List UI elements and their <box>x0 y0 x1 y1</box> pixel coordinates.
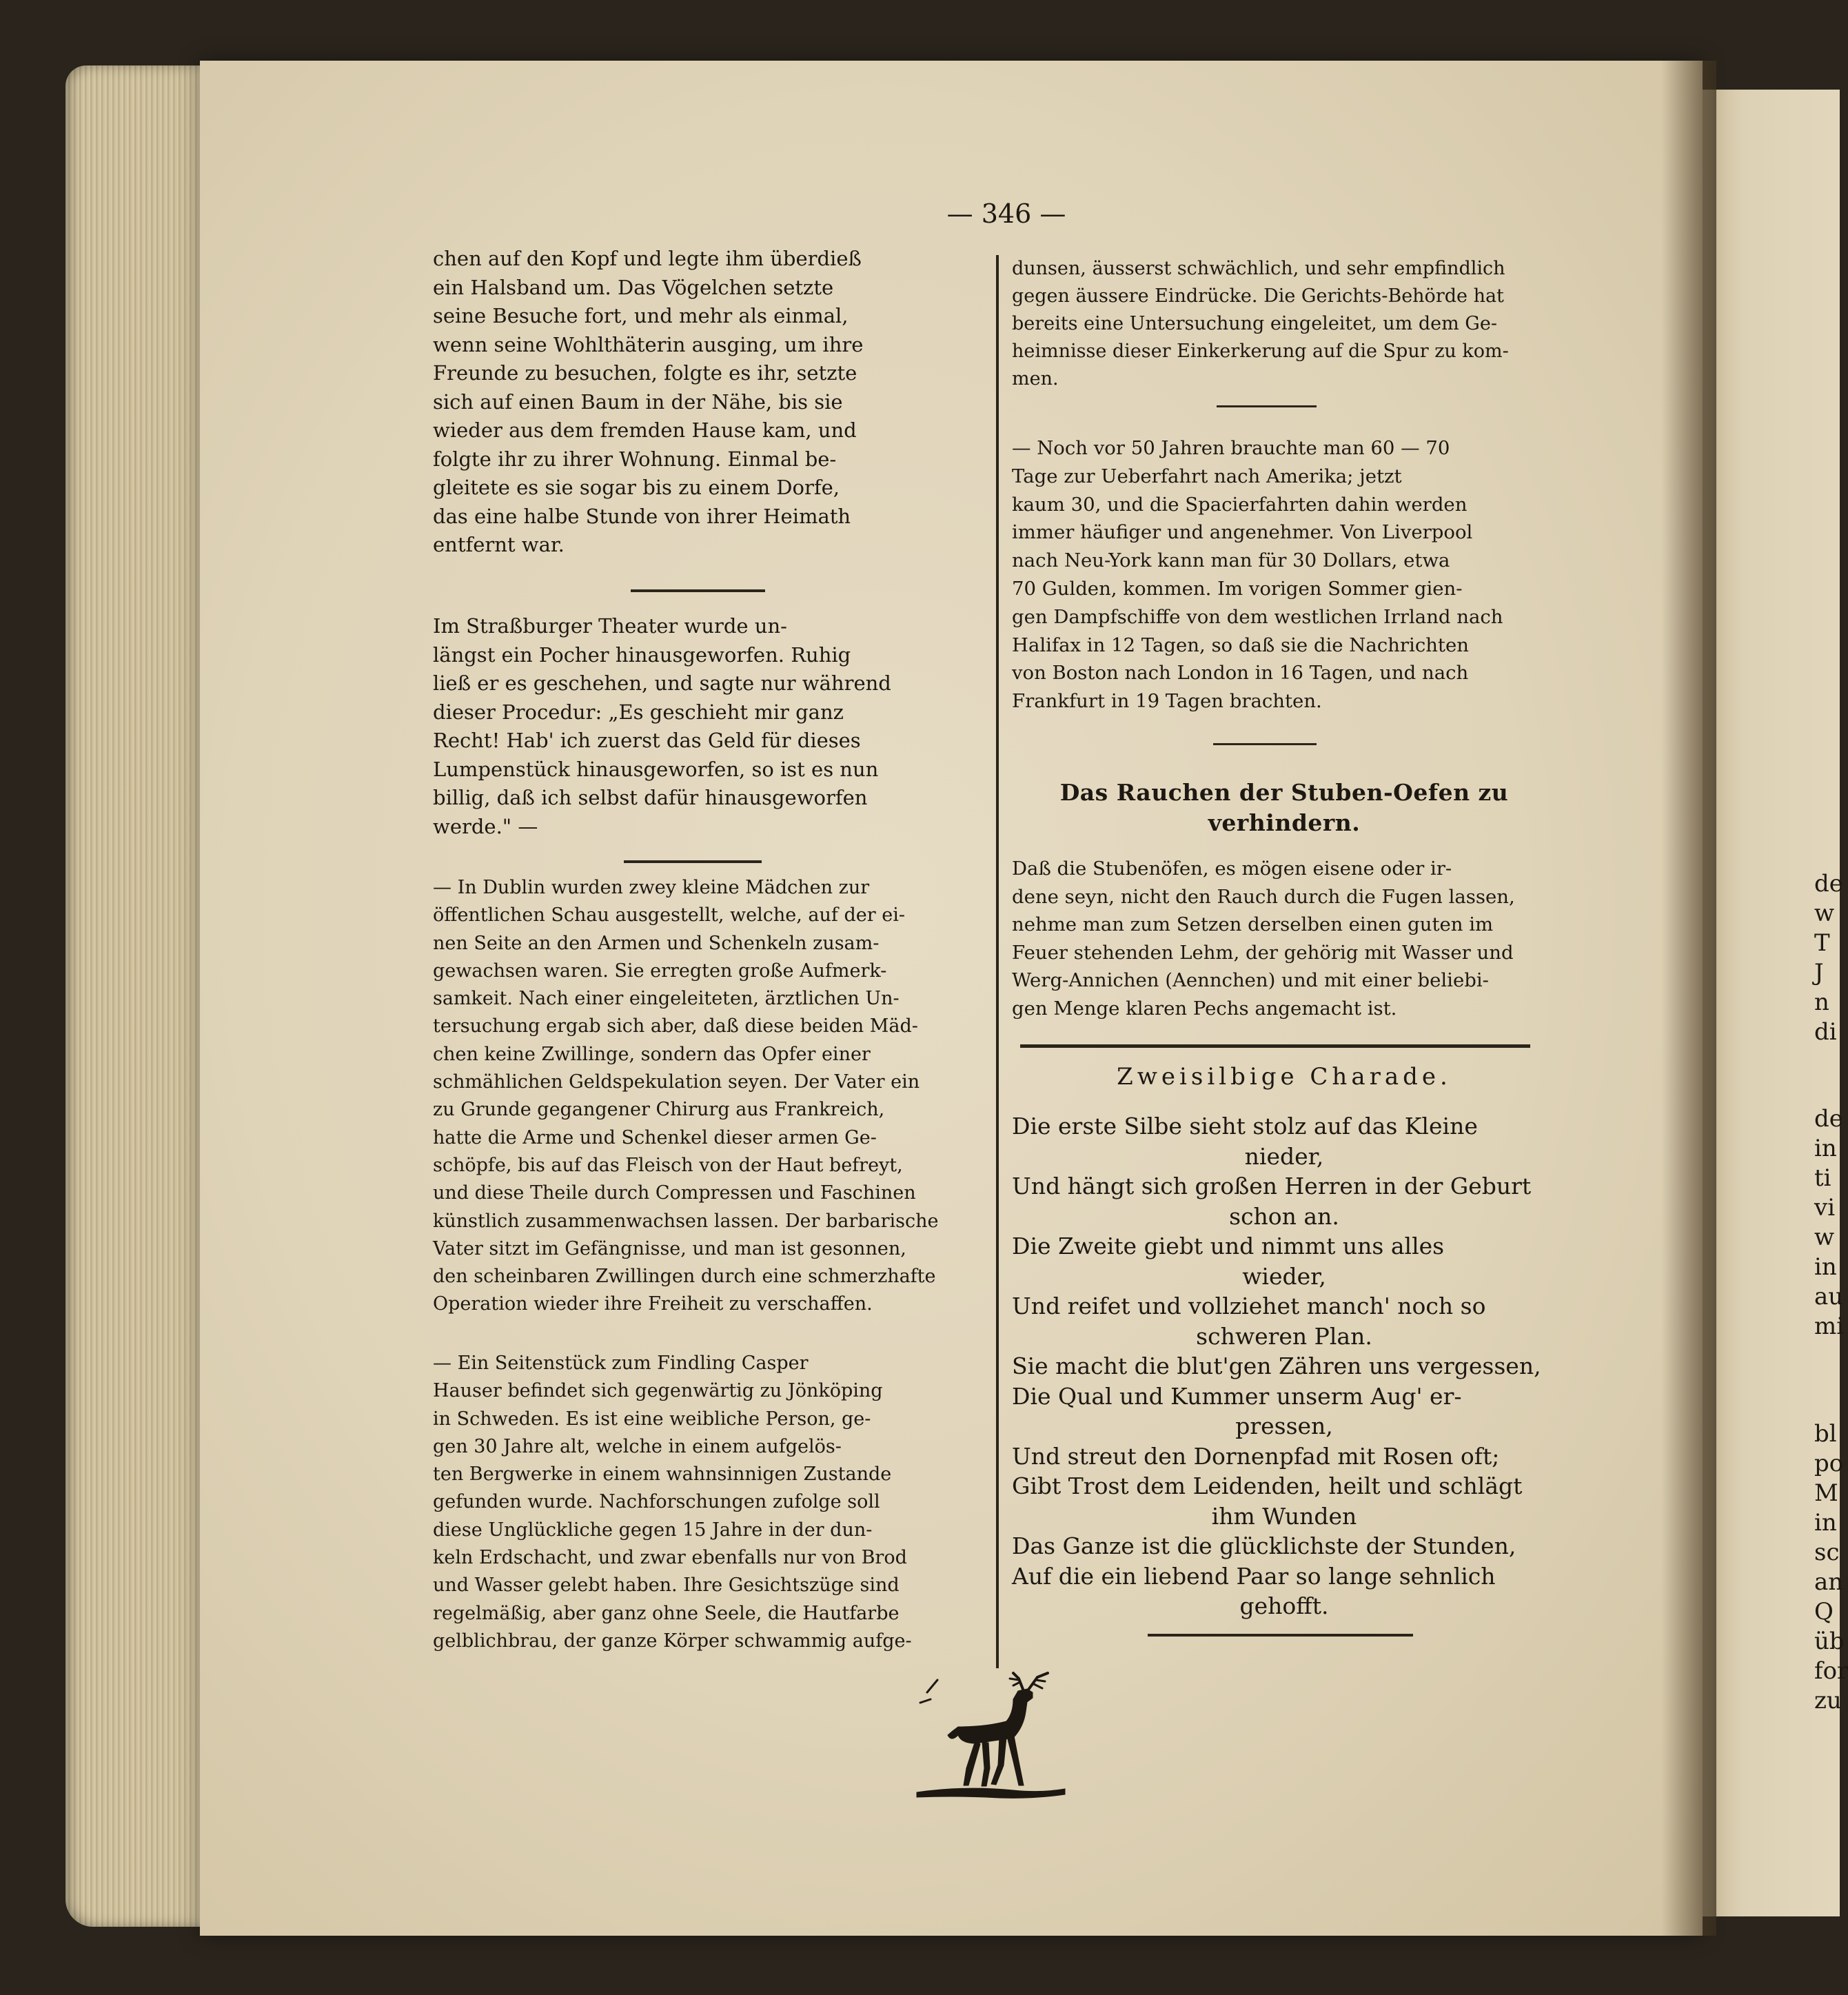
text-line: men. <box>1012 368 1059 389</box>
text-line: keln Erdschacht, und zwar ebenfalls nur von Brod <box>433 1547 907 1569</box>
next-page-text-fragment: for <box>1814 1657 1848 1685</box>
poem-verse-line: Das Ganze ist die glücklichste der Stunden, <box>1012 1532 1516 1559</box>
poem-verse-line: Gibt Trost dem Leidenden, heilt und schlägt <box>1012 1472 1523 1499</box>
poem-verse-continuation: schon an. <box>1229 1202 1339 1230</box>
next-page-text-fragment: T <box>1814 929 1830 957</box>
next-page-text-fragment: sc <box>1814 1539 1840 1566</box>
poem-verse-continuation: wieder, <box>1242 1262 1326 1290</box>
text-line: werde." — <box>433 814 538 838</box>
paragraph-continuation <box>1012 255 1556 393</box>
text-line: nehme man zum Setzen derselben einen guten im <box>1012 913 1494 935</box>
text-line: gen Dampfschiffe von dem westlichen Irrland nach <box>1012 605 1503 628</box>
next-page-text-fragment: ti <box>1814 1164 1831 1192</box>
next-page-text-fragment: vi <box>1814 1194 1836 1222</box>
text-line: — Noch vor 50 Jahren brauchte man 60 — 70 <box>1012 437 1450 459</box>
next-page-text-fragment: de <box>1814 1105 1843 1133</box>
paragraph-amerika <box>1012 434 1556 716</box>
text-line: gelblichbrau, der ganze Körper schwammig aufge- <box>433 1630 912 1652</box>
next-page-text-fragment: au <box>1814 1283 1844 1310</box>
poem-verse-line: Auf die ein liebend Paar so lange sehnlich <box>1012 1562 1496 1590</box>
text-line: gegen äussere Eindrücke. Die Gerichts-Behörde hat <box>1012 285 1504 307</box>
text-line: gen 30 Jahre alt, welche in einem aufgelös- <box>433 1435 842 1457</box>
charade-title: Zweisilbige Charade. <box>1117 1063 1452 1091</box>
text-line: diese Unglückliche gegen 15 Jahre in der dun- <box>433 1519 873 1541</box>
next-page-text-fragment: zu <box>1814 1687 1842 1714</box>
text-line: Halifax in 12 Tagen, so daß sie die Nachrichten <box>1012 634 1469 656</box>
text-line: Werg-Annichen (Aennchen) und mit einer beliebi- <box>1012 969 1489 991</box>
text-line: den scheinbaren Zwillingen durch eine schmerzhafte <box>433 1266 936 1288</box>
text-line: schmählichen Geldspekulation seyen. Der Vater ein <box>433 1071 920 1093</box>
poem-verse-line: Und streut den Dornenpfad mit Rosen oft; <box>1012 1442 1500 1470</box>
text-line: folgte ihr zu ihrer Wohnung. Einmal be- <box>433 447 837 471</box>
page-number: — 346 — <box>946 199 1066 229</box>
column-divider <box>996 255 999 1668</box>
right-column-amerika <box>1012 434 1556 716</box>
poem-verse-line: Die Zweite giebt und nimmt uns alles <box>1012 1233 1445 1259</box>
text-line: ten Bergwerke in einem wahnsinnigen Zustande <box>433 1464 892 1486</box>
text-line: Hauser befindet sich gegenwärtig zu Jönköping <box>433 1380 883 1402</box>
separator-line <box>1217 405 1317 407</box>
text-line: Frankfurt in 19 Tagen brachten. <box>1012 690 1322 713</box>
poem-verse-continuation: nieder, <box>1244 1142 1324 1170</box>
text-line: samkeit. Nach einer eingeleiteten, ärztlichen Un- <box>433 988 900 1010</box>
text-line: dunsen, äusserst schwächlich, und sehr empfindlich <box>1012 258 1505 279</box>
next-page-text-fragment: in <box>1814 1509 1837 1537</box>
heading-charade <box>1012 1062 1556 1092</box>
text-line: sich auf einen Baum in der Nähe, bis sie <box>433 389 843 414</box>
charade-poem <box>1012 1111 1556 1621</box>
text-line: längst ein Pocher hinausgeworfen. Ruhig <box>433 642 851 667</box>
paragraph-bird-story <box>433 245 973 560</box>
text-line: Recht! Hab' ich zuerst das Geld für dieses <box>433 729 861 752</box>
paragraph-strassburg-theater <box>433 612 973 841</box>
text-line: Freunde zu besuchen, folgte es ihr, setzte <box>433 361 857 385</box>
separator-line <box>1148 1634 1413 1637</box>
left-column <box>433 245 973 560</box>
paragraph-dublin <box>433 874 973 1319</box>
text-line: nen Seite an den Armen und Schenkeln zusam- <box>433 932 880 954</box>
next-page-text-fragment: w <box>1814 1224 1835 1251</box>
next-page-text-fragment: mi <box>1814 1313 1845 1340</box>
text-line: tersuchung ergab sich aber, daß diese beiden Mäd- <box>433 1015 918 1037</box>
text-line: und Wasser gelebt haben. Ihre Gesichtszüge sind <box>433 1574 900 1597</box>
text-line: dieser Procedur: „Es geschieht mir ganz <box>433 700 844 724</box>
next-page-text-fragment: de <box>1814 870 1843 898</box>
text-line: seine Besuche fort, und mehr als einmal, <box>433 304 849 327</box>
left-column-dublin <box>433 874 973 1319</box>
text-line: bereits eine Untersuchung eingeleitet, um dem Ge- <box>1012 313 1497 334</box>
text-line: öffentlichen Schau ausgestellt, welche, auf der ei- <box>433 904 905 926</box>
text-line: gewachsen waren. Sie erregten große Aufmerk- <box>433 960 887 982</box>
text-line: ein Halsband um. Das Vögelchen setzte <box>433 275 834 299</box>
text-line: zu Grunde gegangener Chirurg aus Frankreich, <box>433 1099 885 1121</box>
text-line: und diese Theile durch Compressen und Faschinen <box>433 1182 916 1204</box>
text-line: kaum 30, und die Spacierfahrten dahin werden <box>1012 493 1468 516</box>
poem-verse-continuation: ihm Wunden <box>1211 1502 1357 1530</box>
poem-verse-line: Die Qual und Kummer unserm Aug' er- <box>1012 1382 1462 1410</box>
next-page-text-fragment: M <box>1814 1479 1838 1507</box>
text-line: chen auf den Kopf und legte ihm überdieß <box>433 247 862 270</box>
poem-verse-line: Sie macht die blut'gen Zähren uns vergessen, <box>1012 1353 1541 1379</box>
separator-line <box>1213 743 1317 745</box>
next-page-text-fragment: n <box>1814 989 1829 1016</box>
text-line: — In Dublin wurden zwey kleine Mädchen zur <box>433 877 870 898</box>
book-gutter-shadow <box>1661 61 1716 1936</box>
right-column-stubenoefen <box>1012 855 1556 1022</box>
text-line: immer häufiger und angenehmer. Von Liverpool <box>1012 521 1473 544</box>
text-line: gen Menge klaren Pechs angemacht ist. <box>1012 997 1397 1020</box>
text-line: künstlich zusammenwachsen lassen. Der barbarische <box>433 1210 939 1232</box>
text-line: gefunden wurde. Nachforschungen zufolge soll <box>433 1491 880 1513</box>
next-page-text-fragment: po <box>1814 1450 1844 1477</box>
separator-line-double <box>624 860 762 863</box>
text-line: das eine halbe Stunde von ihrer Heimath <box>433 504 851 528</box>
text-line: regelmäßig, aber ganz ohne Seele, die Hautfarbe <box>433 1602 900 1624</box>
poem-verse-line: Die erste Silbe sieht stolz auf das Kleine <box>1012 1113 1478 1140</box>
left-column-casper <box>433 1350 973 1655</box>
heading-line: verhindern. <box>1208 809 1361 836</box>
next-page-text-fragment: an <box>1814 1568 1844 1596</box>
text-line: in Schweden. Es ist eine weibliche Person, ge- <box>433 1408 871 1430</box>
text-line: Daß die Stubenöfen, es mögen eisene oder ir- <box>1012 858 1452 880</box>
text-line: Im Straßburger Theater wurde un- <box>433 614 787 638</box>
text-line: Vater sitzt im Gefängnisse, und man ist gesonnen, <box>433 1237 906 1259</box>
next-page-text-fragment: üb <box>1814 1628 1845 1655</box>
poem-verse-continuation: pressen, <box>1235 1412 1333 1439</box>
left-column-theater <box>433 612 973 841</box>
separator-line-long <box>1020 1044 1530 1048</box>
text-line: nach Neu-York kann man für 30 Dollars, etwa <box>1012 549 1450 572</box>
text-line: Lumpenstück hinausgeworfen, so ist es nun <box>433 757 879 781</box>
paragraph-stubenoefen <box>1012 855 1556 1022</box>
text-line: heimnisse dieser Einkerkerung auf die Spur zu kom- <box>1012 341 1509 362</box>
text-line: von Boston nach London in 16 Tagen, und nach <box>1012 662 1469 685</box>
text-line: Tage zur Ueberfahrt nach Amerika; jetzt <box>1012 465 1402 487</box>
next-page-text-fragment: di <box>1814 1018 1837 1046</box>
text-line: wenn seine Wohlthäterin ausging, um ihre <box>433 332 864 356</box>
text-line: Feuer stehenden Lehm, der gehörig mit Wasser und <box>1012 941 1514 964</box>
poem-verse-line: Und reifet und vollziehet manch' noch so <box>1012 1293 1486 1319</box>
text-line: dene seyn, nicht den Rauch durch die Fugen lassen, <box>1012 885 1515 908</box>
next-page-text-fragment: in <box>1814 1135 1837 1162</box>
text-line: gleitete es sie sogar bis zu einem Dorfe, <box>433 476 840 499</box>
next-page-text-fragment: in <box>1814 1253 1837 1281</box>
next-page-text-fragment: bl <box>1814 1420 1837 1448</box>
text-line: chen keine Zwillinge, sondern das Opfer einer <box>433 1043 871 1065</box>
poem-verse-line: Und hängt sich großen Herren in der Geburt <box>1012 1173 1532 1199</box>
text-line: hatte die Arme und Schenkel dieser armen Ge- <box>433 1126 877 1148</box>
poem-verse-continuation: gehofft. <box>1239 1592 1329 1619</box>
text-line: — Ein Seitenstück zum Findling Casper <box>433 1353 809 1374</box>
text-line: billig, daß ich selbst dafür hinausgeworfen <box>433 786 868 809</box>
text-line: wieder aus dem fremden Hause kam, und <box>433 418 857 442</box>
text-line: schöpfe, bis auf das Fleisch von der Haut befreyt, <box>433 1154 903 1176</box>
next-page-text-fragment: J <box>1814 959 1824 986</box>
next-page-text-fragment: Q <box>1814 1598 1834 1626</box>
text-line: entfernt war. <box>433 533 565 556</box>
text-line: Operation wieder ihre Freiheit zu verschaffen. <box>433 1293 873 1315</box>
next-page-text-fragment: w <box>1814 900 1835 927</box>
text-line: ließ er es geschehen, und sagte nur während <box>433 671 891 695</box>
paragraph-casper-hauser <box>433 1350 973 1655</box>
right-column <box>1012 255 1556 393</box>
poem-verse-continuation: schweren Plan. <box>1196 1322 1372 1350</box>
text-line: 70 Gulden, kommen. Im vorigen Sommer gien- <box>1012 577 1463 600</box>
heading-stubenoefen <box>1012 778 1556 838</box>
separator-line <box>631 589 765 592</box>
heading-line: Das Rauchen der Stuben-Oefen zu <box>1059 779 1509 806</box>
deer-vignette-icon <box>910 1672 1075 1810</box>
